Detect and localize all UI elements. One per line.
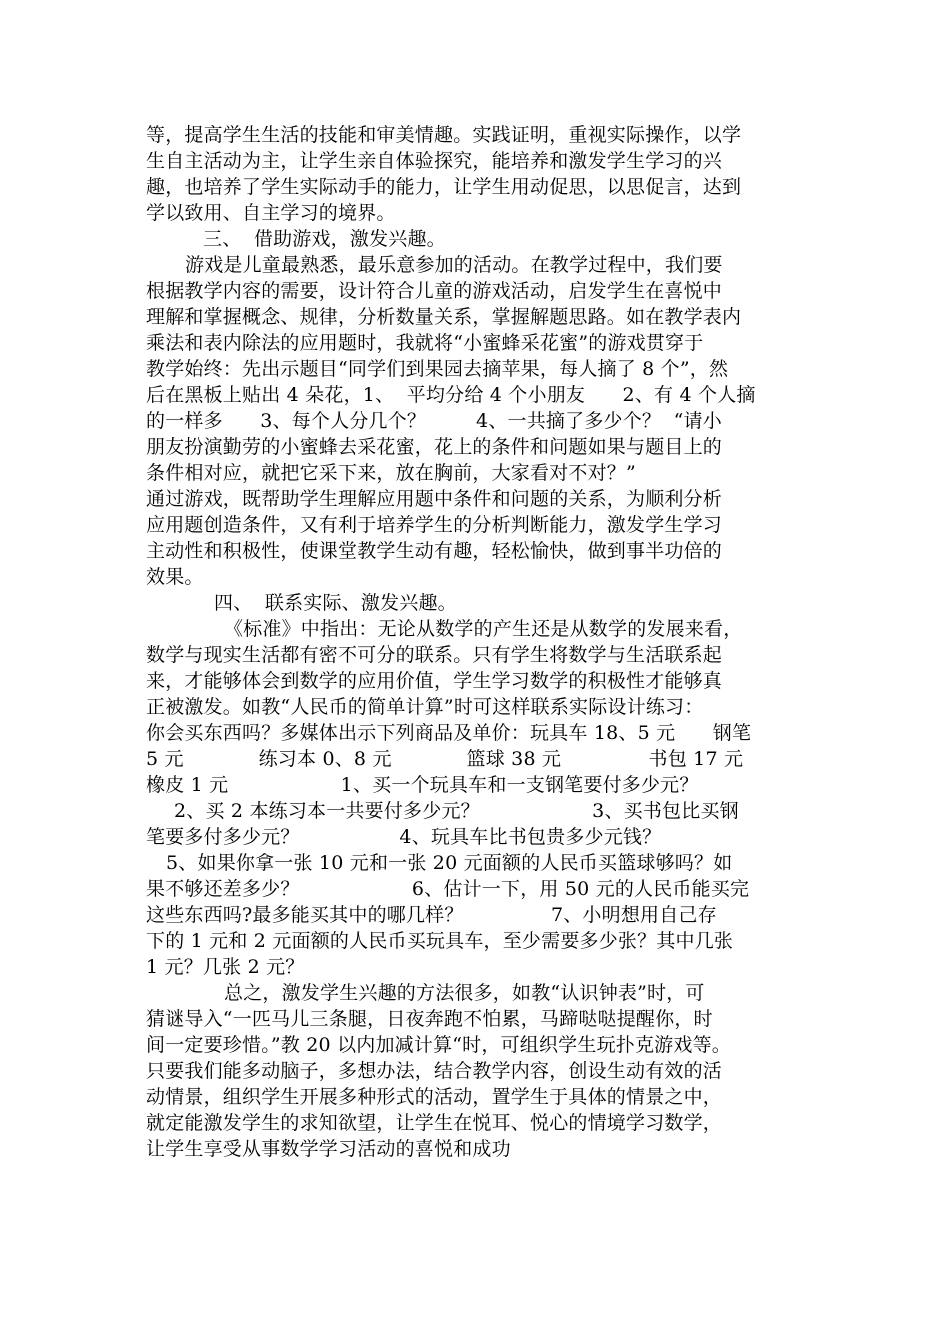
text-line: 条件相对应，就把它采下来，放在胸前，大家看对不对？” xyxy=(146,462,636,484)
text-line: 5、如果你拿一张 10 元和一张 20 元面额的人民币买篮球够吗？如 xyxy=(166,852,733,874)
section-heading-4: 四、 联系实际、激发兴趣。 xyxy=(214,592,457,614)
text-line: 1 元？几张 2 元？ xyxy=(146,956,305,978)
text-line: 生自主活动为主，让学生亲自体验探究，能培养和激发学生学习的兴 xyxy=(146,150,723,172)
section-heading-3: 三、 借助游戏，激发兴趣。 xyxy=(203,228,446,250)
text-line: 你会买东西吗？多媒体出示下列商品及单价：玩具车 18、5 元 钢笔 xyxy=(146,722,752,744)
text-line: 趣，也培养了学生实际动手的能力，让学生用动促思，以思促言，达到 xyxy=(146,176,742,198)
text-line: 根据教学内容的需要，设计符合儿童的游戏活动，启发学生在喜悦中 xyxy=(146,280,723,302)
text-line: 游戏是儿童最熟悉，最乐意参加的活动。在教学过程中，我们要 xyxy=(185,254,723,276)
text-line: 效果。 xyxy=(146,566,204,588)
text-line: 《标准》中指出：无论从数学的产生还是从数学的发展来看， xyxy=(224,618,743,640)
text-line: 动情景，组织学生开展多种形式的活动，置学生于具体的情景之中， xyxy=(146,1086,723,1108)
text-line: 下的 1 元和 2 元面额的人民币买玩具车，至少需要多少张？其中几张 xyxy=(146,930,734,952)
text-line: 间一定要珍惜。”教 20 以内加减计算“时，可组织学生玩扑克游戏等。 xyxy=(146,1034,731,1056)
text-line: 橡皮 1 元 1、买一个玩具车和一支钢笔要付多少元？ xyxy=(146,774,699,796)
text-line: 理解和掌握概念、规律，分析数量关系，掌握解题思路。如在教学表内 xyxy=(146,306,742,328)
text-line: 就定能激发学生的求知欲望，让学生在悦耳、悦心的情境学习数学， xyxy=(146,1112,723,1134)
text-line: 这些东西吗?最多能买其中的哪几样？ 7、小明想用自己存 xyxy=(146,904,717,926)
text-line: 5 元 练习本 0、8 元 篮球 38 元 书包 17 元 xyxy=(146,748,744,770)
text-line: 教学始终：先出示题目“同学们到果园去摘苹果，每人摘了 8 个”，然 xyxy=(146,358,729,380)
text-line: 果不够还差多少？ 6、估计一下，用 50 元的人民币能买完 xyxy=(146,878,750,900)
text-line: 应用题创造条件，又有利于培养学生的分析判断能力，激发学生学习 xyxy=(146,514,723,536)
text-line: 让学生享受从事数学学习活动的喜悦和成功 xyxy=(146,1138,511,1160)
text-line: 2、买 2 本练习本一共要付多少元？ 3、买书包比买钢 xyxy=(174,800,739,822)
text-line: 来，才能够体会到数学的应用价值，学生学习数学的积极性才能够真 xyxy=(146,670,723,692)
text-line: 朋友扮演勤劳的小蜜蜂去采花蜜，花上的条件和问题如果与题目上的 xyxy=(146,436,723,458)
text-line: 的一样多 3、每个人分几个？ 4、一共摘了多少个？ “请小 xyxy=(146,410,722,432)
text-line: 乘法和表内除法的应用题时，我就将“小蜜蜂采花蜜”的游戏贯穿于 xyxy=(146,332,704,354)
text-line: 总之，激发学生兴趣的方法很多，如教“认识钟表”时，可 xyxy=(224,982,705,1004)
text-line: 等，提高学生生活的技能和审美情趣。实践证明，重视实际操作，以学 xyxy=(146,124,742,146)
text-line: 数学与现实生活都有密不可分的联系。只有学生将数学与生活联系起 xyxy=(146,644,723,666)
text-line: 主动性和积极性，使课堂教学生动有趣，轻松愉快，做到事半功倍的 xyxy=(146,540,723,562)
text-line: 只要我们能多动脑子，多想办法，结合教学内容，创设生动有效的活 xyxy=(146,1060,723,1082)
text-line: 笔要多付多少元？ 4、玩具车比书包贵多少元钱？ xyxy=(146,826,662,848)
text-line: 通过游戏，既帮助学生理解应用题中条件和问题的关系，为顺利分析 xyxy=(146,488,723,510)
text-line: 正被激发。如教“人民币的简单计算”时可这样联系实际设计练习： xyxy=(146,696,704,718)
text-line: 学以致用、自主学习的境界。 xyxy=(146,202,396,224)
text-line: 猜谜导入“一匹马儿三条腿，日夜奔跑不怕累，马蹄哒哒提醒你，时 xyxy=(146,1008,713,1030)
text-line: 后在黑板上贴出 4 朵花，1、 平均分给 4 个小朋友 2、有 4 个人摘 xyxy=(146,384,756,406)
